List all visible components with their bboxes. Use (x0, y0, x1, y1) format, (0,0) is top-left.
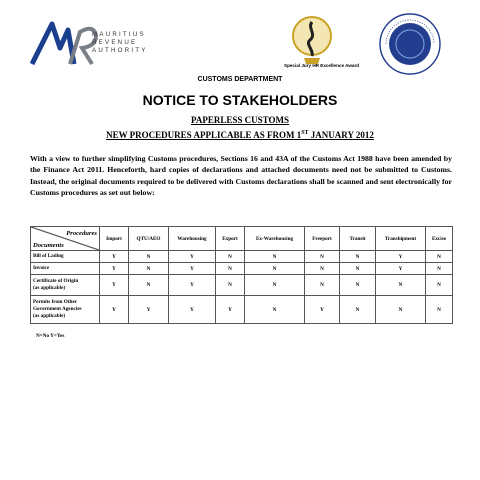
row-label-line: Bill of Lading (33, 253, 64, 259)
column-header: Ex-Warehousing (245, 227, 305, 251)
award-trophy-icon (290, 14, 334, 66)
row-label-line: Government Agencies (33, 306, 82, 312)
corner-documents-label: Documents (33, 242, 64, 249)
table-cell: N (426, 296, 453, 324)
row-label (31, 275, 100, 296)
row-label-line: Permits from Other (33, 299, 77, 305)
row-label-line: (as applicable) (33, 285, 66, 291)
table-cell: N (129, 251, 169, 263)
subtitle-paperless: PAPERLESS CUSTOMS (191, 115, 289, 125)
mra-logo-line: REVENUE (92, 39, 138, 46)
table-cell: N (340, 263, 376, 275)
subtitle-superscript: ST (301, 130, 309, 136)
table-row (31, 251, 453, 263)
row-label-line: Certificate of Origin (33, 278, 79, 284)
column-header: Export (216, 227, 245, 251)
row-label-line: (as applicable) (33, 313, 66, 319)
table-cell: Y (100, 275, 129, 296)
table-cell: N (216, 263, 245, 275)
column-header: Transhipment (376, 227, 426, 251)
table-cell: Y (376, 263, 426, 275)
row-label (31, 263, 100, 275)
table-cell: N (305, 251, 340, 263)
procedures-table (30, 226, 453, 324)
table-cell: Y (169, 251, 216, 263)
anniversary-circle-icon (378, 12, 442, 76)
table-row (31, 263, 453, 275)
table-cell: N (426, 275, 453, 296)
table-cell: Y (100, 251, 129, 263)
notice-paragraph: With a view to further simplifying Customs procedures, Sections 16 and 43A of the Customs Act 1988 have been amended by the Finance Act 2011. Henceforth, hard copies of declarations and attached documents need not be submitted to Customs. Instead, the original documents required to be delivered with Customs declarations shall be scanned and sent electronically for Customs procedures as set out below: (30, 154, 452, 198)
row-label-line: Invoice (33, 265, 50, 271)
subtitle-text: JANUARY 2012 (308, 130, 374, 140)
mra-logo-line: AUTHORITY (92, 47, 148, 54)
table-cell: N (245, 263, 305, 275)
table-row (31, 275, 453, 296)
row-label (31, 296, 100, 324)
table-cell: N (245, 296, 305, 324)
table-cell: N (340, 296, 376, 324)
table-cell: Y (169, 263, 216, 275)
page-title: NOTICE TO STAKEHOLDERS (142, 92, 338, 108)
table-cell: Y (376, 251, 426, 263)
table-cell: N (245, 251, 305, 263)
table-corner-cell (31, 227, 100, 251)
corner-procedures-label: Procedures (66, 230, 97, 237)
table-cell: N (216, 251, 245, 263)
column-header: Transit (340, 227, 376, 251)
row-label (31, 251, 100, 263)
column-header: QTU/AEO (129, 227, 169, 251)
table-header-row (31, 227, 453, 251)
table-cell: N (305, 263, 340, 275)
column-header: Excise (426, 227, 453, 251)
table-cell: Y (169, 296, 216, 324)
table-cell: N (426, 251, 453, 263)
table-cell: Y (216, 296, 245, 324)
table-cell: N (376, 296, 426, 324)
table-cell: Y (100, 296, 129, 324)
award-caption: Special Jury HR Excellence Award (284, 63, 360, 68)
table-cell: N (129, 275, 169, 296)
table-cell: N (376, 275, 426, 296)
table-cell: Y (129, 296, 169, 324)
column-header: Warehousing (169, 227, 216, 251)
subtitle-procedures (0, 130, 480, 140)
mra-logo-line: MAURITIUS (92, 31, 146, 38)
table-cell: N (305, 275, 340, 296)
table-cell: Y (305, 296, 340, 324)
department-heading: CUSTOMS DEPARTMENT (197, 76, 283, 83)
table-cell: Y (100, 263, 129, 275)
table-cell: Y (169, 275, 216, 296)
mra-logo-text (92, 31, 148, 55)
table-cell: N (216, 275, 245, 296)
table-legend: N=No Y=Yes (36, 333, 65, 339)
table-cell: N (426, 263, 453, 275)
subtitle-text: NEW PROCEDURES APPLICABLE AS FROM 1 (106, 130, 302, 140)
table-cell: N (340, 275, 376, 296)
column-header: Import (100, 227, 129, 251)
column-header: Freeport (305, 227, 340, 251)
table-row (31, 296, 453, 324)
table-cell: N (340, 251, 376, 263)
table-cell: N (129, 263, 169, 275)
table-cell: N (245, 275, 305, 296)
